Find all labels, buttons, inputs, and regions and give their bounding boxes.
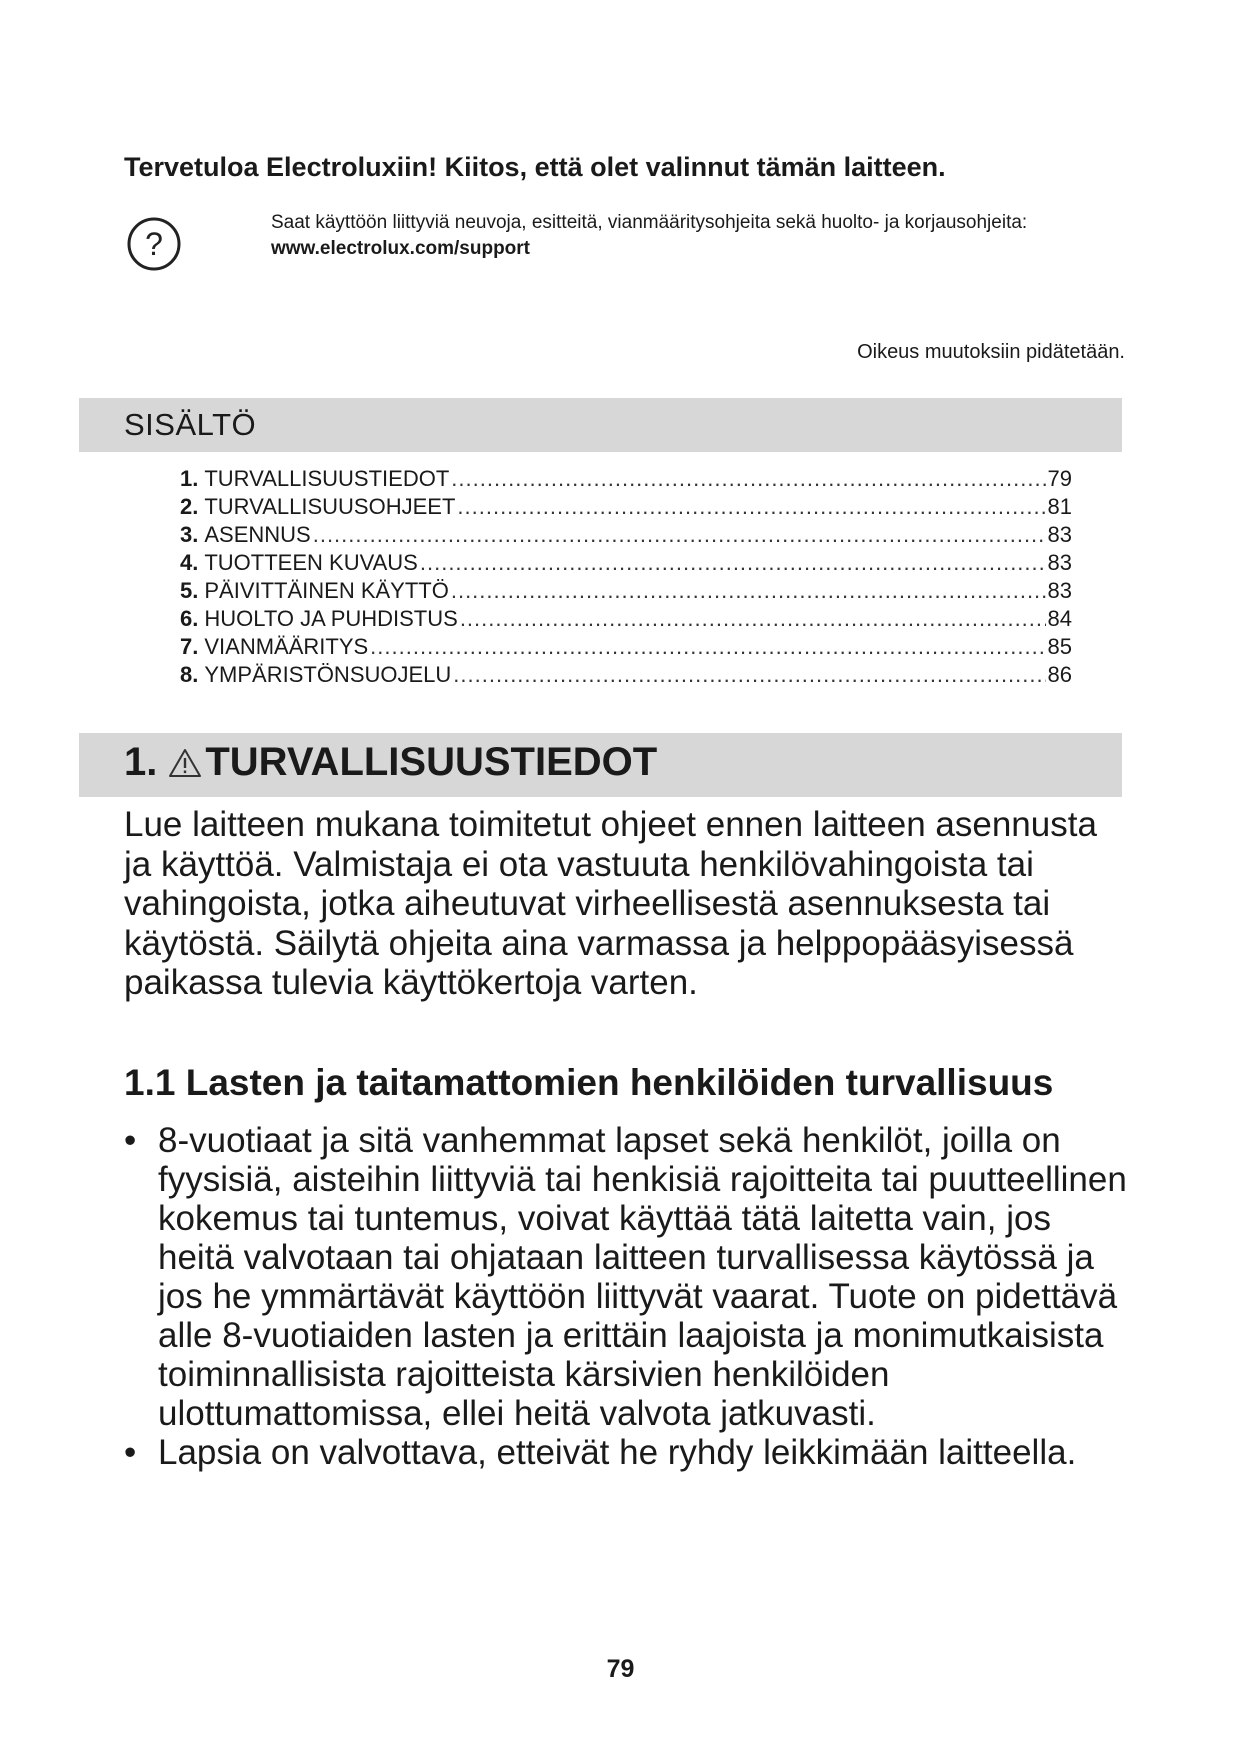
toc-item-label: YMPÄRISTÖNSUOJELU: [204, 662, 452, 687]
toc-item-label: TURVALLISUUSTIEDOT: [204, 466, 450, 491]
bullet-marker: •: [124, 1433, 137, 1472]
list-item: [124, 1121, 1134, 1433]
toc-item[interactable]: [180, 465, 1072, 493]
toc-item[interactable]: [180, 493, 1072, 521]
toc-item-page: 83: [1047, 522, 1072, 547]
toc-item-label: VIANMÄÄRITYS: [204, 634, 369, 659]
toc-item-page: 83: [1047, 550, 1072, 575]
toc-item-label: TURVALLISUUSOHJEET: [204, 494, 456, 519]
toc-item-number: 5.: [180, 578, 199, 603]
toc-item[interactable]: [180, 605, 1072, 633]
section-number: 1.: [124, 740, 158, 784]
svg-text:?: ?: [145, 226, 163, 262]
toc-item-page: 83: [1047, 578, 1072, 603]
rights-notice: Oikeus muutoksiin pidätetään.: [857, 341, 1125, 363]
toc-leader-dots: [451, 465, 1045, 493]
safety-bullet-list: [124, 1121, 1134, 1472]
support-link[interactable]: www.electrolux.com/support: [271, 238, 531, 259]
welcome-heading: Tervetuloa Electroluxiin! Kiitos, että olet valinnut tämän laitteen.: [124, 152, 946, 182]
toc-item-label: ASENNUS: [204, 522, 311, 547]
toc-item[interactable]: [180, 521, 1072, 549]
toc-item-page: 84: [1047, 606, 1072, 631]
help-info: [271, 210, 1051, 262]
toc-item[interactable]: [180, 577, 1072, 605]
toc-item[interactable]: [180, 633, 1072, 661]
list-item: [124, 1433, 1134, 1472]
toc-title: SISÄLTÖ: [124, 407, 257, 442]
section-title-text: TURVALLISUUSTIEDOT: [205, 740, 658, 784]
toc-item-label: HUOLTO JA PUHDISTUS: [204, 606, 458, 631]
toc-item-number: 4.: [180, 550, 199, 575]
toc-leader-dots: [420, 549, 1046, 577]
toc-item-label: TUOTTEEN KUVAUS: [204, 550, 418, 575]
help-description: Saat käyttöön liittyviä neuvoja, esitteitä, vianmääritysohjeita sekä huolto- ja korjausohjeita:: [271, 212, 1028, 233]
page-number: 79: [606, 1655, 635, 1683]
toc-item[interactable]: [180, 661, 1072, 689]
subsection-title: 1.1 Lasten ja taitamattomien henkilöiden turvallisuus: [124, 1062, 1054, 1103]
list-item-text: 8-vuotiaat ja sitä vanhemmat lapset sekä henkilöt, joilla on fyysisiä, aisteihin liittyviä tai henkisiä rajoitteita tai puutteellinen kokemus tai tuntemus, voivat käyttää tätä laitetta vain, jos heitä valvotaan tai ohjataan laitteen turvallisessa käytössä ja jos he ymmärtävät käyttöön liittyvät vaarat. Tuote on pidettävä alle 8-vuotiaiden lasten ja erittäin laajoista ja monimutkaisista toiminnallisista rajoitteista kärsivien henkilöiden ulottumattomissa, ellei heitä valvota jatkuvasti.: [158, 1121, 1127, 1433]
toc-item-number: 7.: [180, 634, 199, 659]
list-item-text: Lapsia on valvottava, etteivät he ryhdy leikkimään laitteella.: [158, 1433, 1077, 1472]
toc-leader-dots: [313, 521, 1046, 549]
question-circle-icon: [126, 216, 182, 272]
toc-item-page: 81: [1047, 494, 1072, 519]
intro-paragraph: Lue laitteen mukana toimitetut ohjeet ennen laitteen asennusta ja käyttöä. Valmistaja ei ota vastuuta henkilövahingoista tai vahingoista, jotka aiheutuvat virheellisestä asennuksesta tai käytöstä. Säilytä ohjeita aina varmassa ja helppopääsyisessä paikassa tulevia käyttökertoja varten.: [124, 805, 1097, 1002]
toc-item-label: PÄIVITTÄINEN KÄYTTÖ: [204, 578, 449, 603]
toc-leader-dots: [453, 661, 1045, 689]
toc-item-page: 85: [1047, 634, 1072, 659]
toc-item-number: 8.: [180, 662, 199, 687]
toc-item-page: 79: [1047, 466, 1072, 491]
toc-item-number: 3.: [180, 522, 199, 547]
table-of-contents: [180, 465, 1072, 689]
toc-item-number: 1.: [180, 466, 199, 491]
toc-leader-dots: [370, 633, 1045, 661]
warning-triangle-icon: [167, 747, 203, 779]
toc-item-number: 6.: [180, 606, 199, 631]
toc-leader-dots: [457, 493, 1045, 521]
toc-leader-dots: [451, 577, 1046, 605]
toc-item[interactable]: [180, 549, 1072, 577]
section-title: [124, 740, 657, 785]
toc-leader-dots: [460, 605, 1046, 633]
toc-item-page: 86: [1047, 662, 1072, 687]
bullet-marker: •: [124, 1121, 137, 1160]
toc-item-number: 2.: [180, 494, 199, 519]
